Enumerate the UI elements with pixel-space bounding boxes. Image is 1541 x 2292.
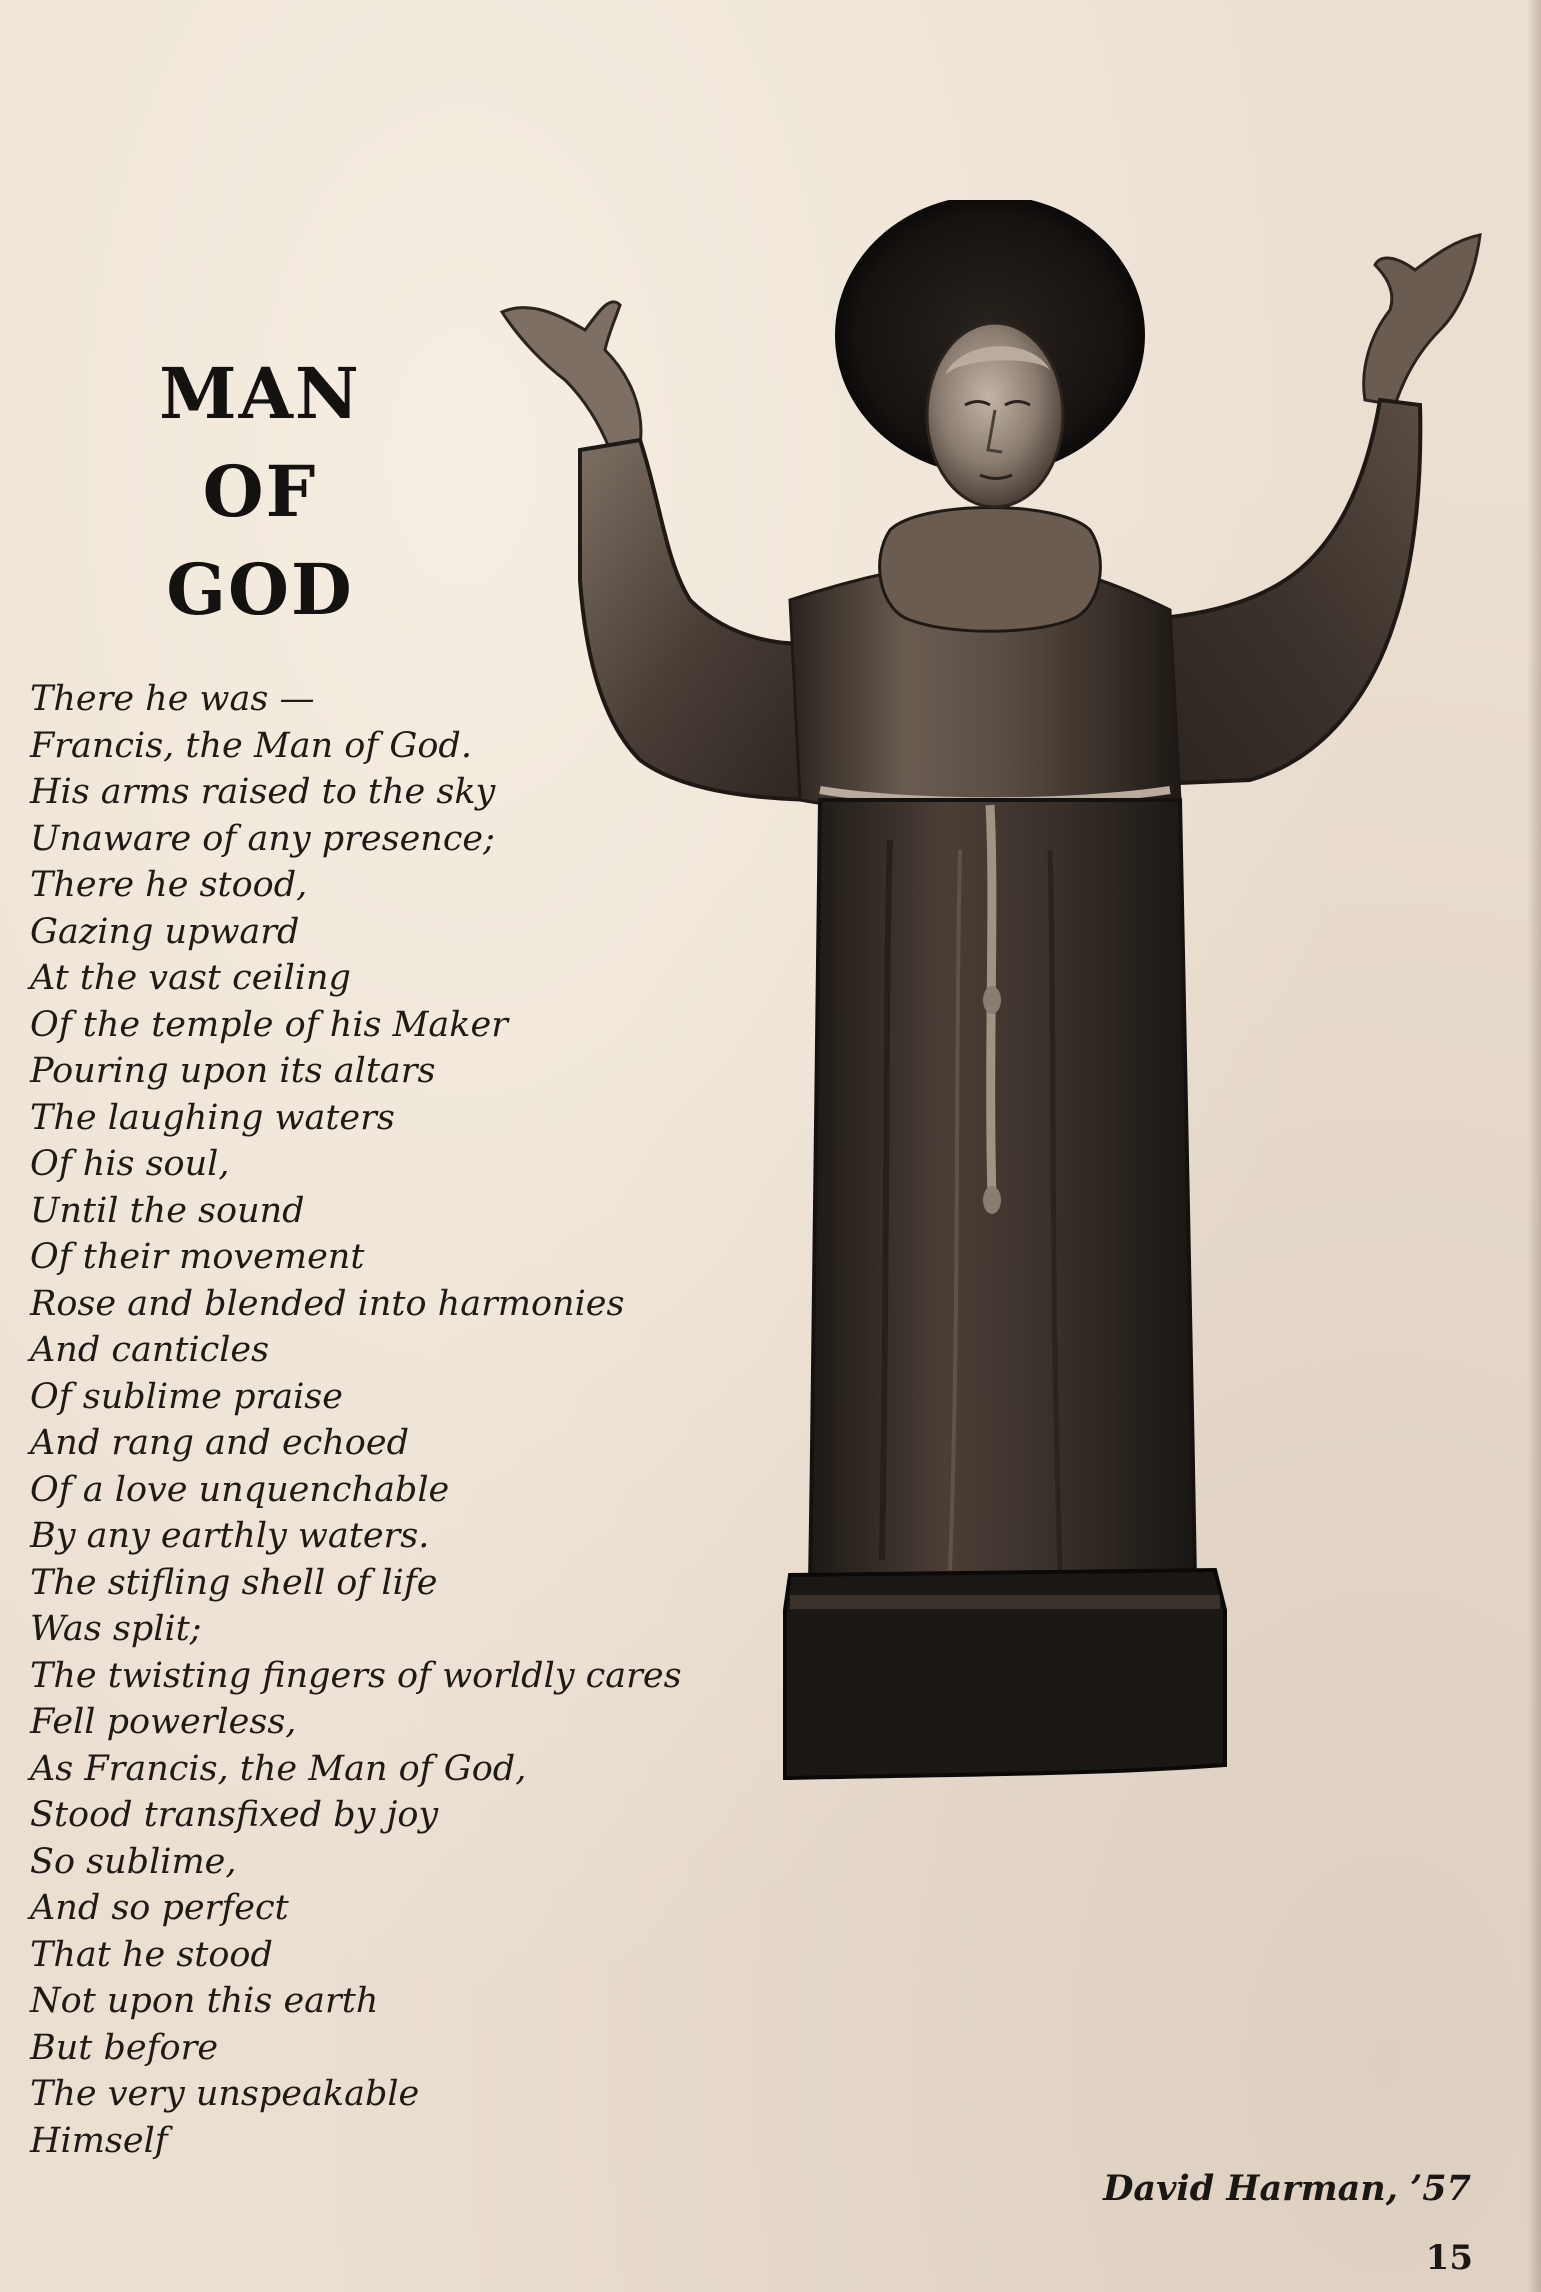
poem-line: Rose and blended into harmonies <box>30 1283 625 1324</box>
poem-line: Of sublime praise <box>30 1376 343 1417</box>
poem-line: So sublime, <box>30 1841 237 1882</box>
poem-line: Of his soul, <box>30 1144 230 1184</box>
poem-line: By any earthly waters. <box>30 1516 430 1556</box>
poem-line: Unaware of any presence; <box>30 818 495 859</box>
poem-line: There he was — <box>30 679 315 719</box>
poem-line: Was split; <box>30 1609 202 1649</box>
poem-line: And so perfect <box>30 1888 289 1928</box>
poem-line: Himself <box>30 2120 168 2161</box>
base-ledge <box>790 1595 1220 1609</box>
page-edge-shadow <box>1527 0 1541 2292</box>
hood-collar <box>880 508 1101 632</box>
poem-title <box>140 345 380 639</box>
poem-line: Not upon this earth <box>30 1981 379 2021</box>
cord-knot <box>983 1186 1001 1214</box>
page-number: 15 <box>1425 2238 1473 2278</box>
left-hand <box>502 302 641 450</box>
poem-line: His arms raised to the sky <box>30 772 496 812</box>
author-credit: David Harman, ’57 <box>1103 2168 1471 2209</box>
cord-knot <box>983 986 1001 1014</box>
poem-line: That he stood <box>30 1934 273 1975</box>
poem-line: At the vast ceiling <box>30 958 351 998</box>
poem-line: And rang and echoed <box>30 1423 410 1463</box>
saint-francis-statue-illustration <box>490 200 1490 1790</box>
poem-line: Of a love unquenchable <box>30 1469 450 1510</box>
poem-line: Pouring upon its altars <box>30 1051 436 1091</box>
poem-line: But before <box>30 2027 219 2068</box>
poem-line: Fell powerless, <box>30 1702 297 1742</box>
lower-robe <box>810 800 1195 1585</box>
poem-line: Of their movement <box>30 1237 365 1277</box>
poem-line: Francis, the Man of God. <box>30 725 472 766</box>
poem-line: And canticles <box>30 1330 270 1370</box>
poem-line: Gazing upward <box>30 911 300 952</box>
poem-line: The twisting fingers of worldly cares <box>30 1655 682 1696</box>
poem-line: Of the temple of his Maker <box>30 1004 508 1045</box>
poem-line: As Francis, the Man of God, <box>30 1748 527 1789</box>
title-line: MAN <box>159 352 361 435</box>
poem-line: The stifling shell of life <box>30 1562 438 1603</box>
poem-line: Until the sound <box>30 1190 305 1231</box>
poem-line: The laughing waters <box>30 1097 395 1138</box>
poem-line: There he stood, <box>30 865 308 905</box>
poem-line: The very unspeakable <box>30 2074 420 2114</box>
right-hand <box>1364 235 1480 405</box>
poem-line: Stood transfixed by joy <box>30 1795 439 1835</box>
title-line: GOD <box>166 548 354 631</box>
title-line: OF <box>202 450 318 533</box>
